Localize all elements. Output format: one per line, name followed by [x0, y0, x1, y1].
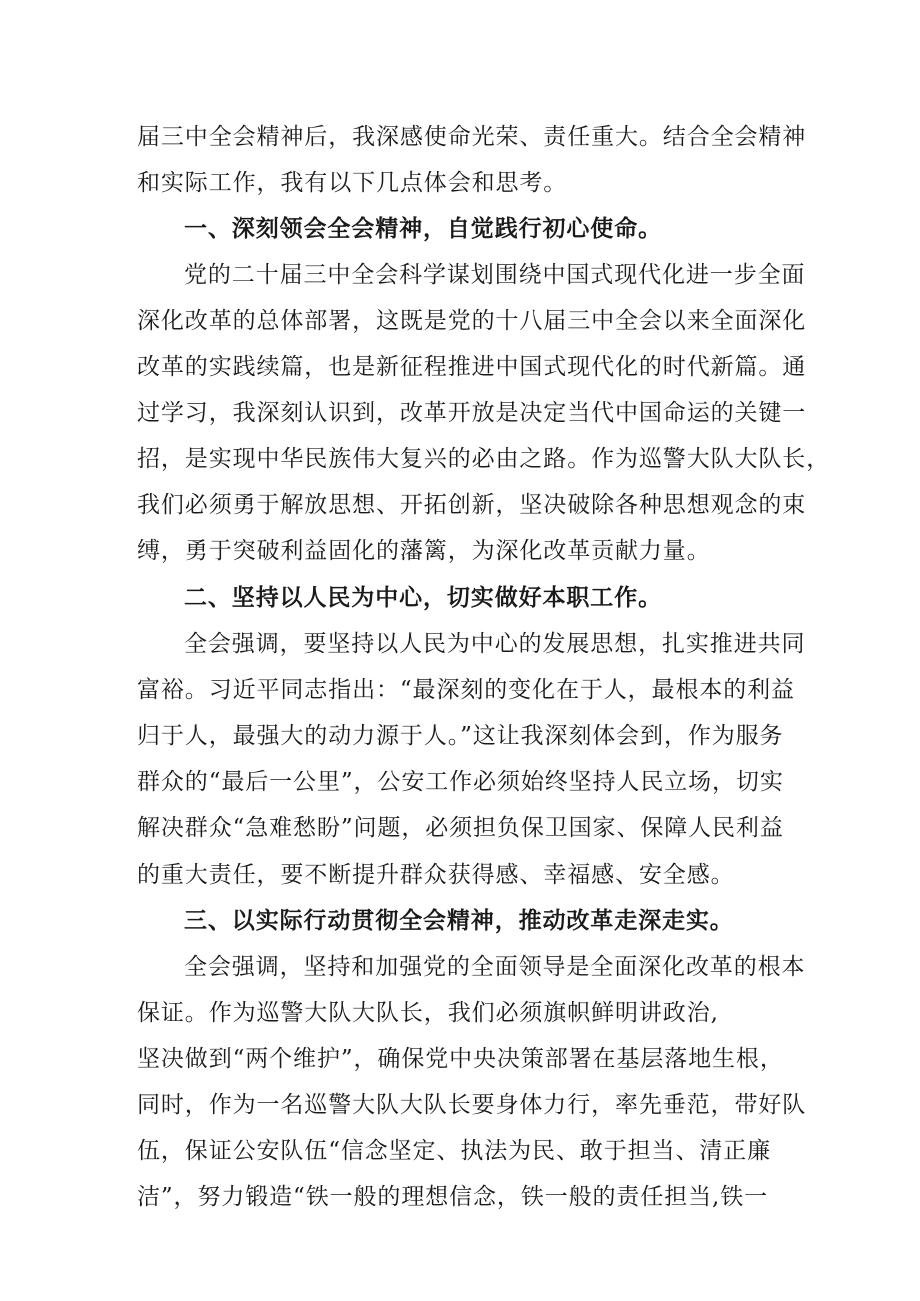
body-text-line: 同时，作为一名巡警大队大队长要身体力行，率先垂范，带好队	[137, 1092, 807, 1118]
section-heading-2: 二、坚持以人民为中心，切实做好本职工作。	[184, 584, 662, 611]
body-text-line: 届三中全会精神后，我深感使命光荣、责任重大。结合全会精神	[137, 124, 807, 150]
body-text-line: 伍，保证公安队伍“信念坚定、执法为民、敢于担当、清正廉	[137, 1138, 772, 1164]
body-text-line: 党的二十届三中全会科学谋划围绕中国式现代化进一步全面	[184, 262, 806, 288]
body-text-line: 解决群众“急难愁盼”问题，必须担负保卫国家、保障人民利益	[137, 815, 784, 841]
body-text-line: 我们必须勇于解放思想、开拓创新，坚决破除各种思想观念的束	[137, 492, 807, 518]
body-text-line: 全会强调，要坚持以人民为中心的发展思想，扎实推进共同	[184, 631, 806, 657]
section-heading-1: 一、深刻领会全会精神，自觉践行初心使命。	[184, 215, 662, 242]
body-text-line: 全会强调，坚持和加强党的全面领导是全面深化改革的根本	[184, 954, 806, 980]
body-text-line: 和实际工作，我有以下几点体会和思考。	[137, 170, 568, 196]
body-text-line: 归于人，最强大的动力源于人。”这让我深刻体会到，作为服务	[137, 723, 784, 749]
body-text-line: 招，是实现中华民族伟大复兴的必由之路。作为巡警大队大队长，	[137, 446, 831, 472]
body-text-line: 深化改革的总体部署，这既是党的十八届三中全会以来全面深化	[137, 308, 807, 334]
body-text-line: 过学习，我深刻认识到，改革开放是决定当代中国命运的关键一	[137, 400, 807, 426]
body-text-line: 坚决做到“两个维护”，确保党中央决策部署在基层落地生根，	[137, 1046, 784, 1072]
body-text-line: 洁”，努力锻造“铁一般的理想信念，铁一般的责任担当,铁一	[137, 1184, 769, 1210]
body-text-line: 保证。作为巡警大队大队长，我们必须旗帜鲜明讲政治,	[137, 1000, 719, 1026]
body-text-line: 群众的“最后一公里”，公安工作必须始终坚持人民立场，切实	[137, 769, 784, 795]
body-text-line: 缚，勇于突破利益固化的藩篱，为深化改革贡献力量。	[137, 538, 711, 564]
body-text-line: 的重大责任，要不断提升群众获得感、幸福感、安全感。	[137, 862, 735, 888]
body-text-line: 富裕。习近平同志指出：“最深刻的变化在于人，最根本的利益	[137, 677, 795, 703]
body-text-line: 改革的实践续篇，也是新征程推进中国式现代化的时代新篇。通	[137, 354, 807, 380]
section-heading-3: 三、以实际行动贯彻全会精神，推动改革走深走实。	[184, 907, 734, 934]
